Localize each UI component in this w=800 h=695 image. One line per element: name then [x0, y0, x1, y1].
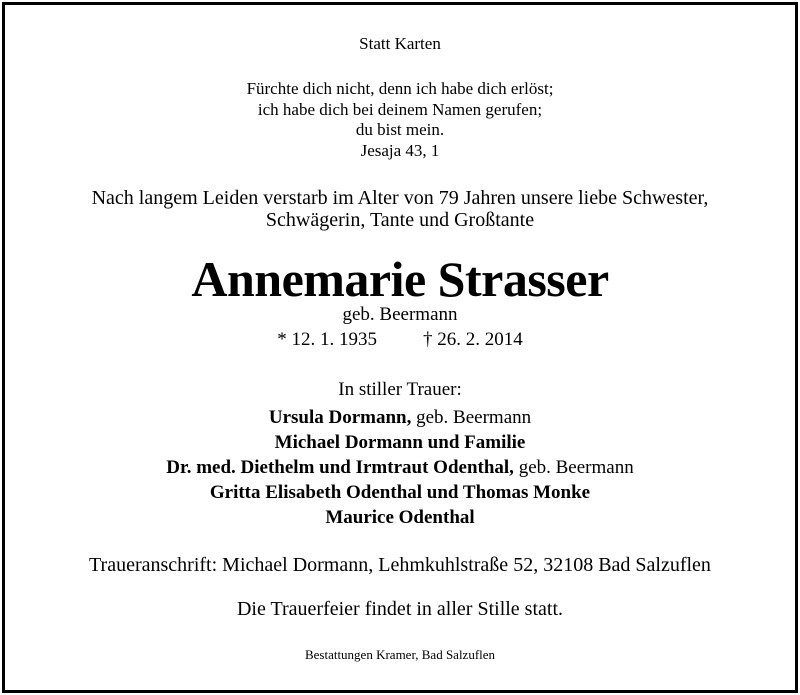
mourner-entry — [0, 483, 800, 502]
mourning-address: Traueranschrift: Michael Dormann, Lehmkuhlstraße 52, 32108 Bad Salzuflen — [89, 554, 711, 576]
mourner-name: Gritta Elisabeth Odenthal und Thomas Monke — [209, 482, 591, 503]
deceased-name: Annemarie Strasser — [191, 251, 609, 307]
mourners-intro: In stiller Trauer: — [338, 379, 462, 400]
mourner-name: Dr. med. Diethelm und Irmtraut Odenthal, — [166, 457, 514, 478]
mourner-name: Michael Dormann und Familie — [274, 432, 526, 453]
mourner-entry — [0, 433, 800, 452]
header-text: Statt Karten — [359, 34, 441, 53]
mourner-name: Maurice Odenthal — [325, 507, 475, 528]
verse-line-3: du bist mein. — [355, 120, 445, 139]
announcement-line-1: Nach langem Leiden verstarb im Alter von 79 Jahren unsere liebe Schwester, — [91, 187, 709, 209]
mourner-entry — [0, 508, 800, 527]
birth-date: * 12. 1. 1935 — [277, 329, 377, 350]
verse-reference: Jesaja 43, 1 — [360, 141, 440, 160]
mourner-entry — [0, 458, 800, 477]
mourner-suffix: geb. Beermann — [513, 457, 634, 478]
mourner-entry — [0, 408, 800, 427]
birth-name: geb. Beermann — [342, 304, 458, 325]
mourner-suffix: geb. Beermann — [411, 407, 532, 428]
verse-line-2: ich habe dich bei deinem Namen gerufen; — [257, 100, 543, 119]
mourner-name: Ursula Dormann, — [268, 407, 412, 428]
life-dates — [0, 330, 800, 349]
service-note: Die Trauerfeier findet in aller Stille statt. — [236, 598, 564, 620]
announcement-line-2: Schwägerin, Tante und Großtante — [265, 209, 535, 231]
death-date: † 26. 2. 2014 — [423, 329, 523, 350]
verse-line-1: Fürchte dich nicht, denn ich habe dich erlöst; — [246, 79, 554, 98]
undertaker-credit: Bestattungen Kramer, Bad Salzuflen — [304, 647, 496, 662]
